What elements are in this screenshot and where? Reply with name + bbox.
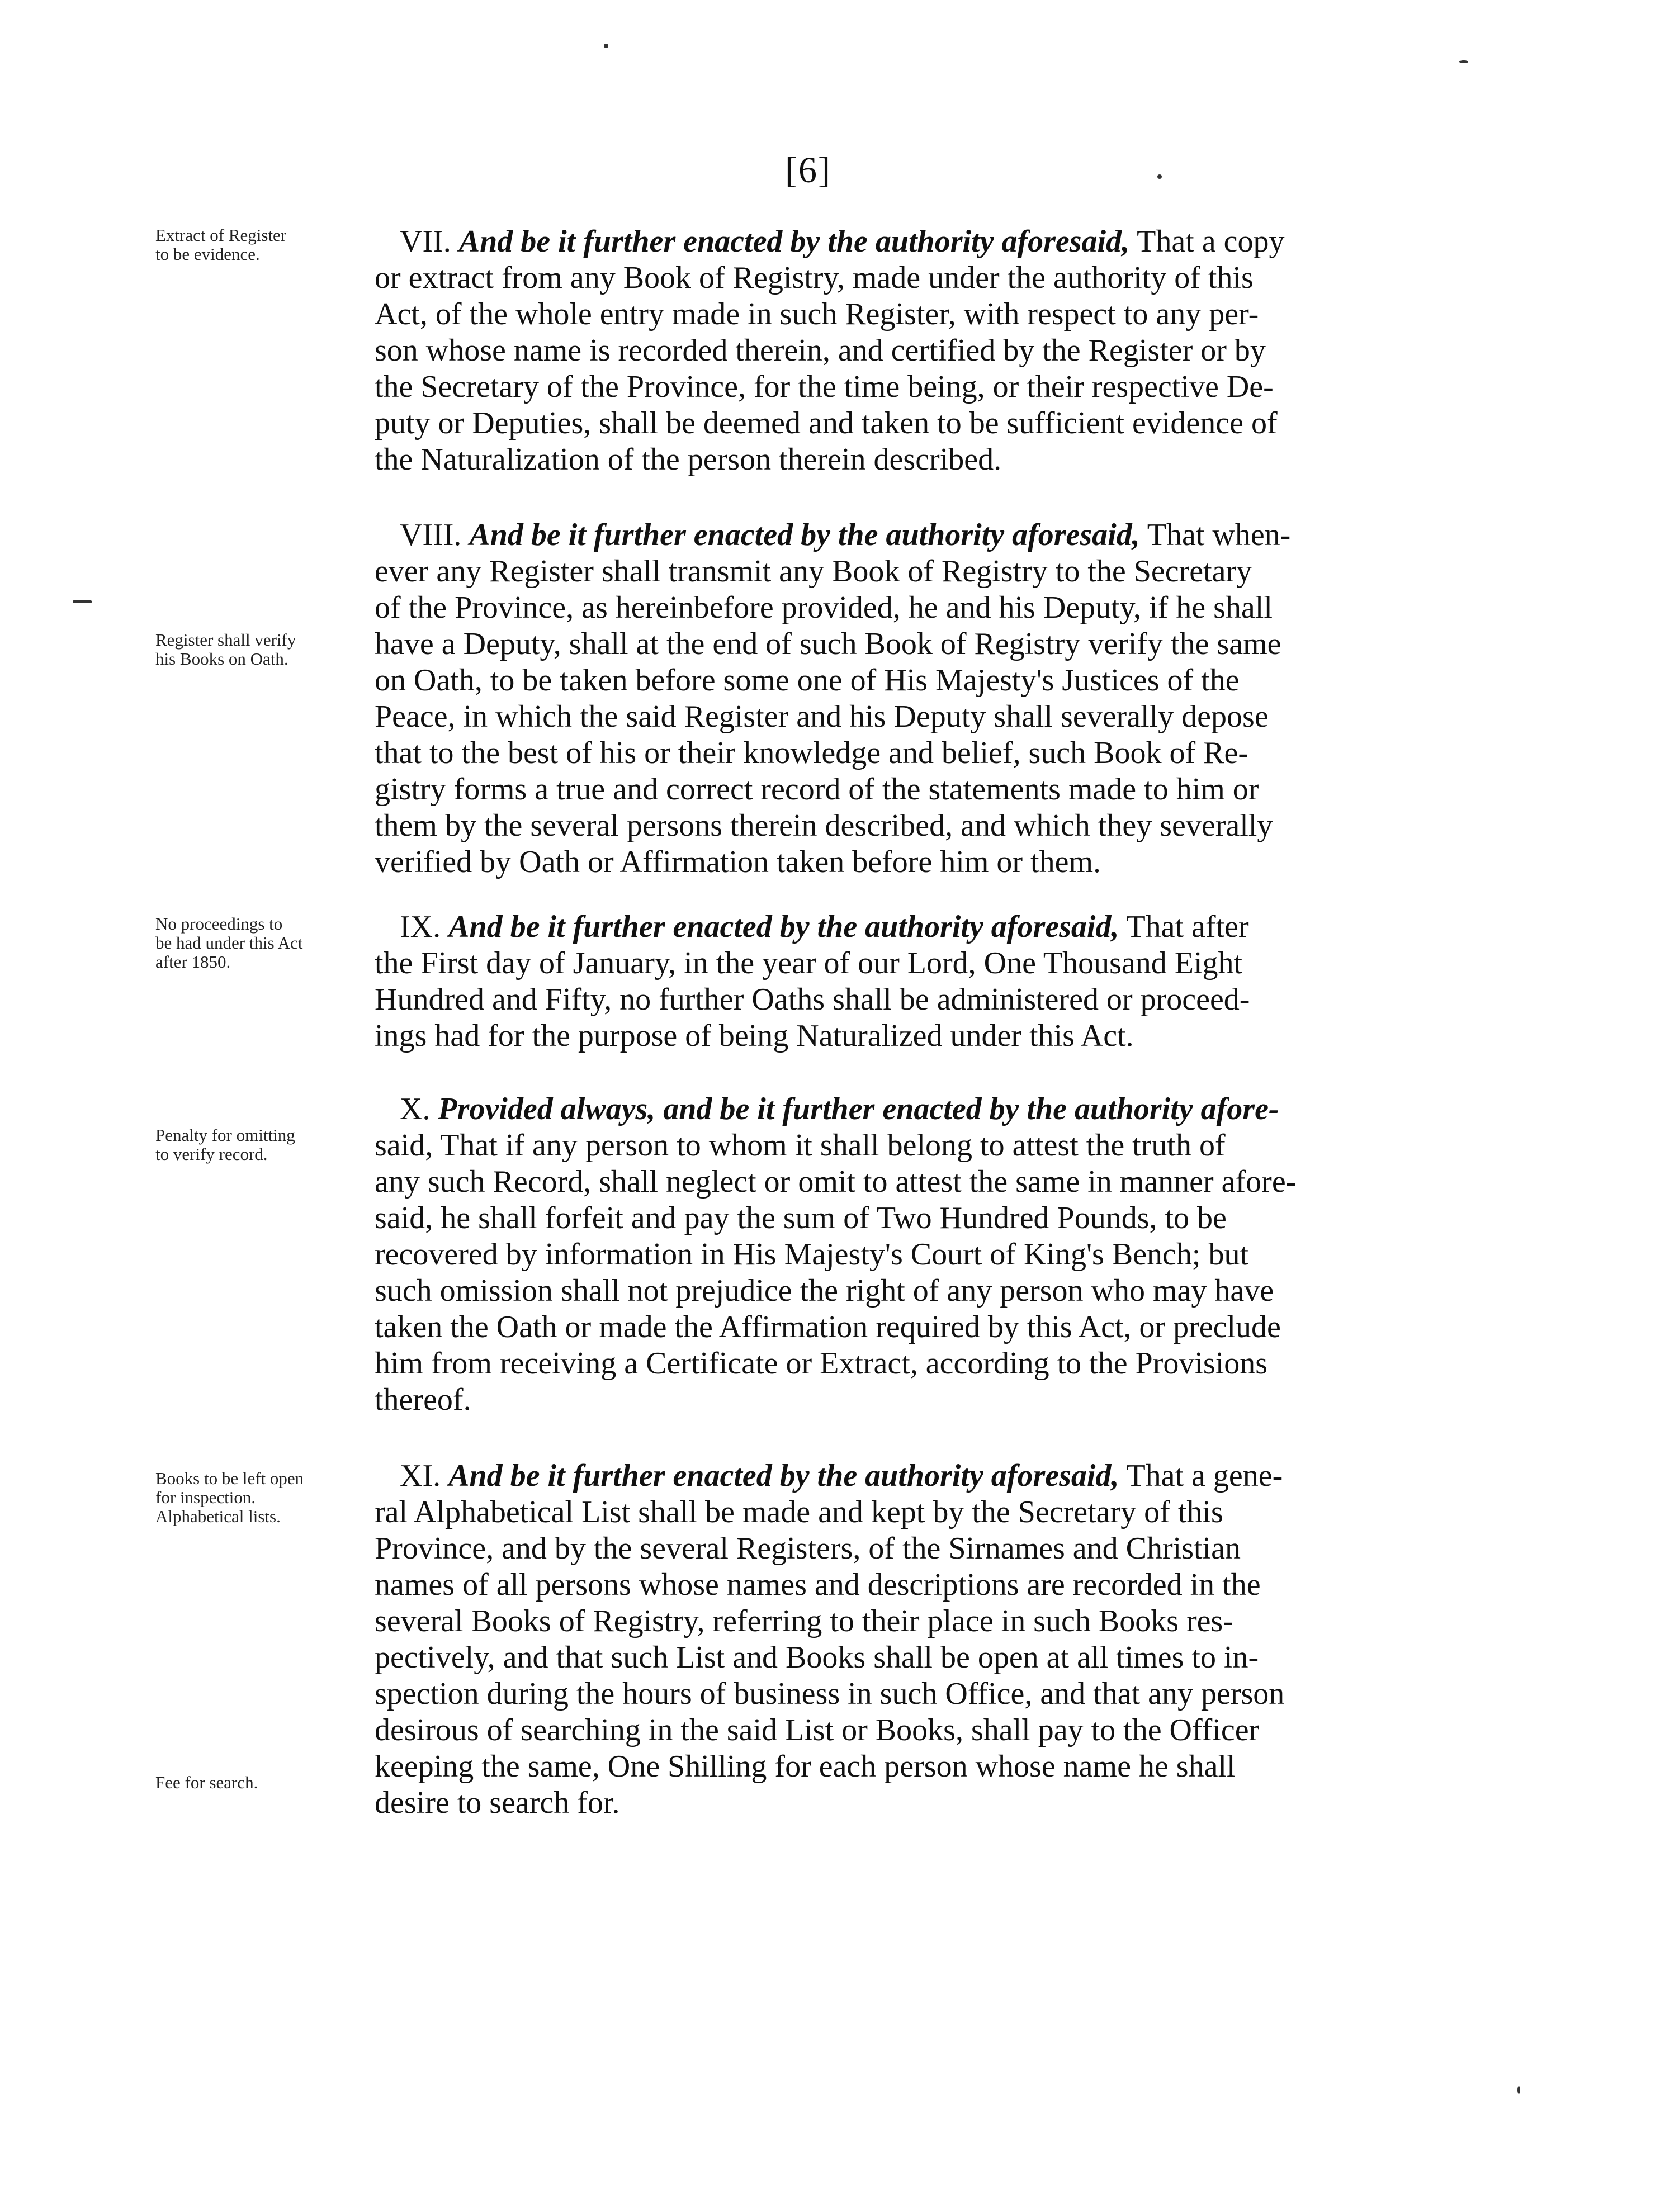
note-line: Register shall verify [155,630,296,650]
section-line: ever any Register shall transmit any Book of Registry to the Secretary [375,554,1252,589]
section-line: taken the Oath or made the Affirmation required by this Act, or preclude [375,1310,1281,1344]
section-numeral: VIII. [400,518,462,552]
section-line: the Secretary of the Province, for the time being, or their respective De- [375,370,1274,404]
section-line: of the Province, as hereinbefore provided, he and his Deputy, if he shall [375,590,1273,625]
section-line: that to the best of his or their knowledge and belief, such Book of Re- [375,736,1248,770]
section-line: or extract from any Book of Registry, made under the authority of this [375,260,1254,295]
scan-speck [1157,174,1162,179]
marginal-note-penalty [155,1126,379,1164]
section-text: That a gene- [1126,1458,1283,1493]
section-ix [375,909,1483,1054]
page-number: [6] [785,150,831,191]
section-line: spection during the hours of business in such Office, and that any person [375,1676,1285,1711]
section-line: said, he shall forfeit and pay the sum of Two Hundred Pounds, to be [375,1201,1227,1235]
section-first-line [375,1458,1483,1494]
scan-speck [1459,60,1468,63]
enacting-clause: And be it further enacted by the authority aforesaid, [458,224,1130,259]
scan-speck [1517,2086,1520,2094]
section-line: gistry forms a true and correct record of the statements made to him or [375,772,1259,807]
marginal-note-extract [155,226,379,264]
section-line: them by the several persons therein described, and which they severally [375,808,1273,843]
section-text: That when- [1147,518,1291,552]
marginal-note-fee [155,1773,379,1792]
section-line: such omission shall not prejudice the right of any person who may have [375,1273,1274,1308]
section-line: recovered by information in His Majesty's Court of King's Bench; but [375,1237,1249,1272]
section-line: Hundred and Fifty, no further Oaths shall be administered or proceed- [375,982,1250,1017]
note-line: Penalty for omitting [155,1125,295,1145]
section-text: That after [1126,910,1249,944]
section-line: Peace, in which the said Register and his Deputy shall severally depose [375,699,1269,734]
section-xi [375,1458,1483,1821]
note-line: No proceedings to [155,914,283,934]
section-x [375,1091,1483,1418]
enacting-clause: And be it further enacted by the authority aforesaid, [448,1458,1119,1493]
section-line: ings had for the purpose of being Naturalized under this Act. [375,1019,1134,1053]
section-numeral: VII. [400,224,451,259]
note-line: after 1850. [155,952,231,972]
section-line: Province, and by the several Registers, of the Sirnames and Christian [375,1531,1241,1566]
section-numeral: IX. [400,910,441,944]
section-line: on Oath, to be taken before some one of His Majesty's Justices of the [375,663,1240,698]
note-line: his Books on Oath. [155,649,288,669]
note-line: to be evidence. [155,244,260,264]
section-text: That a copy [1137,224,1285,259]
section-first-line [375,224,1483,260]
section-first-line [375,1091,1483,1128]
note-line: for inspection. [155,1488,256,1507]
section-viii [375,517,1483,880]
scan-speck [73,600,92,603]
section-line: keeping the same, One Shilling for each person whose name he shall [375,1749,1236,1784]
section-line: names of all persons whose names and descriptions are recorded in the [375,1567,1261,1602]
section-line: verified by Oath or Affirmation taken before him or them. [375,845,1101,879]
marginal-note-register-verify [155,631,379,669]
enacting-clause: And be it further enacted by the authority aforesaid, [448,910,1119,944]
note-line: Books to be left open [155,1469,304,1488]
section-vii [375,224,1483,478]
enacting-clause: And be it further enacted by the authority aforesaid, [469,518,1140,552]
section-line: have a Deputy, shall at the end of such Book of Registry verify the same [375,627,1281,661]
scan-speck [604,44,608,48]
note-line: Alphabetical lists. [155,1507,281,1526]
note-line: be had under this Act [155,933,303,953]
section-first-line [375,909,1483,945]
section-line: ral Alphabetical List shall be made and kept by the Secretary of this [375,1495,1223,1529]
section-line: Act, of the whole entry made in such Register, with respect to any per- [375,297,1259,331]
section-line: him from receiving a Certificate or Extract, according to the Provisions [375,1346,1268,1381]
marginal-note-books-open [155,1469,379,1526]
enacting-clause: Provided always, and be it further enacted by the authority afore- [438,1092,1279,1126]
section-line: several Books of Registry, referring to their place in such Books res- [375,1604,1233,1638]
section-line: any such Record, shall neglect or omit to attest the same in manner afore- [375,1164,1297,1199]
section-line: said, That if any person to whom it shall belong to attest the truth of [375,1128,1226,1163]
section-line: desirous of searching in the said List or Books, shall pay to the Officer [375,1713,1260,1747]
section-line: the Naturalization of the person therein described. [375,442,1002,477]
section-line: the First day of January, in the year of our Lord, One Thousand Eight [375,946,1243,981]
section-line: son whose name is recorded therein, and certified by the Register or by [375,333,1266,368]
section-numeral: XI. [400,1458,441,1493]
section-line: desire to search for. [375,1785,620,1820]
section-numeral: X. [400,1092,431,1126]
note-line: Extract of Register [155,225,287,245]
section-line: thereof. [375,1382,471,1417]
note-line: to verify record. [155,1144,268,1164]
section-first-line [375,517,1483,553]
section-line: puty or Deputies, shall be deemed and taken to be sufficient evidence of [375,406,1278,440]
note-line: Fee for search. [155,1773,258,1792]
marginal-note-no-proceedings [155,915,379,972]
section-line: pectively, and that such List and Books shall be open at all times to in- [375,1640,1259,1675]
